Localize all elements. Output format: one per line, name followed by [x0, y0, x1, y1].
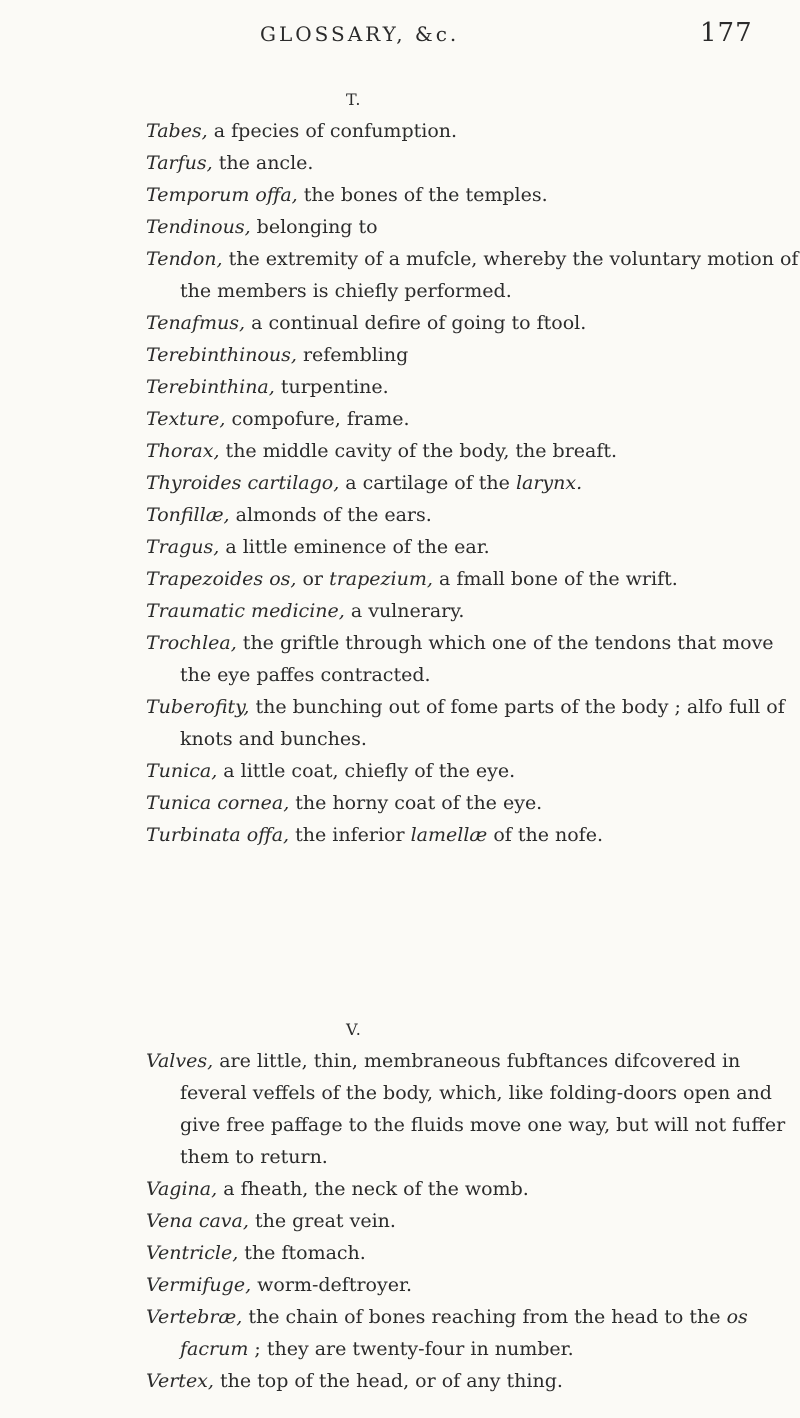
glossary-definition: the ftomach. [238, 1242, 366, 1264]
glossary-term: Tendon, [146, 248, 223, 270]
glossary-definition: or [296, 568, 330, 590]
glossary-entry [146, 1301, 800, 1365]
glossary-entry [146, 1045, 800, 1173]
glossary-definition: belonging to [250, 216, 378, 238]
glossary-definition-italic: trapezium, [329, 568, 433, 590]
glossary-definition-tail: a fmall bone of the wrift. [432, 568, 678, 590]
glossary-term: Vertex, [146, 1370, 214, 1392]
glossary-term: Tonfillæ, [146, 504, 230, 526]
glossary-definition: a little coat, chiefly of the eye. [217, 760, 516, 782]
glossary-entry [146, 1173, 800, 1205]
glossary-term: Traumatic medicine, [146, 600, 345, 622]
glossary-term: Tragus, [146, 536, 220, 558]
glossary-term: Trapezoides os, [146, 568, 297, 590]
glossary-term: Tuberofity, [146, 696, 250, 718]
glossary-entry [146, 755, 800, 787]
glossary-definition-tail: ; they are twenty-four in number. [248, 1338, 574, 1360]
glossary-entry [146, 691, 800, 755]
glossary-definition: the top of the head, or of any thing. [213, 1370, 563, 1392]
running-head [260, 18, 760, 48]
glossary-entry [146, 339, 800, 371]
glossary-entry [146, 1365, 800, 1397]
glossary-term: Terebinthinous, [146, 344, 297, 366]
glossary-entry [146, 211, 800, 243]
glossary-definition: the extremity of a mufcle, whereby the voluntary motion of the members is chiefly performed. [180, 248, 799, 302]
glossary-term: Tunica, [146, 760, 218, 782]
glossary-term: Texture, [146, 408, 226, 430]
glossary-definition: the inferior [289, 824, 411, 846]
glossary-section-t [0, 115, 800, 851]
glossary-definition: the chain of bones reaching from the head to the [242, 1306, 727, 1328]
glossary-term: Vertebræ, [146, 1306, 243, 1328]
glossary-definition: worm-deftroyer. [251, 1274, 412, 1296]
glossary-definition: a little eminence of the ear. [219, 536, 490, 558]
glossary-entry [146, 307, 800, 339]
glossary-definition: the great vein. [248, 1210, 396, 1232]
glossary-term: Temporum offa, [146, 184, 298, 206]
glossary-definition: turpentine. [274, 376, 389, 398]
glossary-term: Tendinous, [146, 216, 251, 238]
glossary-definition-italic: lamellæ [410, 824, 488, 846]
glossary-term: Vena cava, [146, 1210, 249, 1232]
glossary-definition: the griftle through which one of the tendons that move the eye paffes contracted. [180, 632, 774, 686]
glossary-definition-italic: larynx. [515, 472, 583, 494]
glossary-definition: are little, thin, membraneous fubftances difcovered in feveral veffels of the body, which, like folding-doors open and give free paffage to the fluids move one way, but will not fuffer them to return. [180, 1050, 786, 1168]
glossary-entry [146, 147, 800, 179]
section-letter-v: V. [346, 1020, 362, 1039]
glossary-term: Terebinthina, [146, 376, 275, 398]
glossary-term: Tenafmus, [146, 312, 246, 334]
glossary-definition: a cartilage of the [339, 472, 516, 494]
glossary-entry [146, 819, 800, 851]
glossary-term: Vermifuge, [146, 1274, 252, 1296]
glossary-term: Trochlea, [146, 632, 237, 654]
glossary-entry [146, 435, 800, 467]
glossary-entry [146, 627, 800, 691]
glossary-definition-italic: os facrum [180, 1306, 748, 1360]
glossary-term: Thorax, [146, 440, 220, 462]
glossary-term: Turbinata offa, [146, 824, 290, 846]
glossary-entry [146, 467, 800, 499]
glossary-term: Tarfus, [146, 152, 213, 174]
glossary-entry [146, 371, 800, 403]
glossary-definition: the bunching out of fome parts of the body ; alfo full of knots and bunches. [180, 696, 785, 750]
glossary-entry [146, 563, 800, 595]
glossary-term: Vagina, [146, 1178, 218, 1200]
running-title: GLOSSARY, &c. [260, 22, 460, 46]
glossary-definition: refembling [296, 344, 409, 366]
glossary-definition: compofure, frame. [225, 408, 410, 430]
page-number: 177 [700, 18, 753, 48]
glossary-entry [146, 403, 800, 435]
section-letter-t: T. [346, 90, 362, 109]
glossary-definition: a fpecies of confumption. [207, 120, 458, 142]
glossary-definition: almonds of the ears. [229, 504, 432, 526]
glossary-definition: the middle cavity of the body, the breaft. [219, 440, 618, 462]
glossary-definition: a vulnerary. [344, 600, 465, 622]
glossary-entry [146, 179, 800, 211]
glossary-entry [146, 243, 800, 307]
glossary-entry [146, 1237, 800, 1269]
glossary-definition: a continual defire of going to ftool. [245, 312, 587, 334]
glossary-term: Tabes, [146, 120, 208, 142]
glossary-term: Tunica cornea, [146, 792, 290, 814]
glossary-entry [146, 1205, 800, 1237]
glossary-definition-tail: of the nofe. [487, 824, 603, 846]
glossary-entry [146, 1269, 800, 1301]
glossary-term: Thyroides cartilago, [146, 472, 340, 494]
glossary-term: Valves, [146, 1050, 214, 1072]
glossary-section-v [0, 1045, 800, 1397]
glossary-entry [146, 115, 800, 147]
glossary-definition: the ancle. [212, 152, 314, 174]
glossary-definition: the horny coat of the eye. [289, 792, 543, 814]
glossary-definition: the bones of the temples. [297, 184, 548, 206]
glossary-entry [146, 499, 800, 531]
glossary-term: Ventricle, [146, 1242, 239, 1264]
glossary-definition: a fheath, the neck of the womb. [217, 1178, 529, 1200]
glossary-entry [146, 595, 800, 627]
glossary-entry [146, 787, 800, 819]
glossary-entry [146, 531, 800, 563]
